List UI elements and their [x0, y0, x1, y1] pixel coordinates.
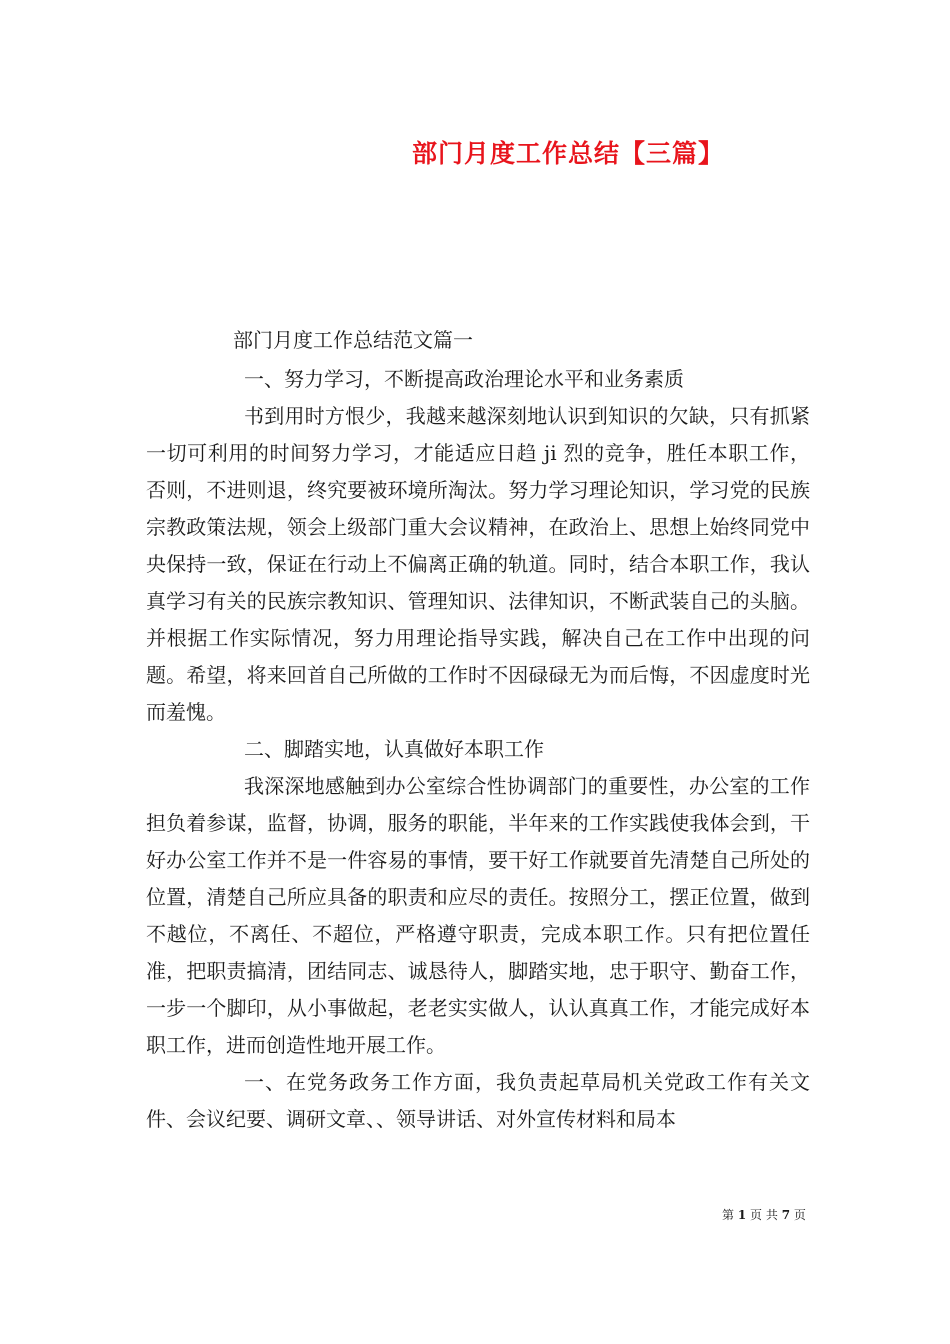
document-body: [146, 361, 810, 1138]
section-heading-2: 二、脚踏实地，认真做好本职工作: [244, 737, 544, 761]
section-paragraph-2: 我深深地感触到办公室综合性协调部门的重要性，办公室的工作担负着参谋，监督，协调，服务的职能，半年来的工作实践使我体会到，干好办公室工作并不是一件容易的事情，要干好工作就要首先清楚自己所处的位置，清楚自己所应具备的职责和应尽的责任。按照分工，摆正位置，做到不越位，不离任、不超位，严格遵守职责，完成本职工作。只有把位置任准，把职责搞清，团结同志、诚恳待人，脚踏实地，忠于职守、勤奋工作，一步一个脚印，从小事做起，老老实实做人，认认真真工作，才能完成好本职工作，进而创造性地开展工作。: [146, 774, 810, 1057]
footer-prefix: 第: [722, 1208, 735, 1222]
footer-middle: 页 共: [750, 1208, 778, 1222]
section-paragraph-1: 书到用时方恨少，我越来越深刻地认识到知识的欠缺，只有抓紧一切可利用的时间努力学习，才能适应日趋 ji 烈的竞争，胜任本职工作，否则，不进则退，终究要被环境所淘汰。努力学习理论知识，学习党的民族宗教政策法规，领会上级部门重大会议精神，在政治上、思想上始终同党中央保持一致，保证在行动上不偏离正确的轨道。同时，结合本职工作，我认真学习有关的民族宗教知识、管理知识、法律知识，不断武装自己的头脑。并根据工作实际情况，努力用理论指导实践，解决自己在工作中出现的问题。希望，将来回首自己所做的工作时不因碌碌无为而后悔，不因虚度时光而羞愧。: [146, 404, 810, 724]
document-subtitle: 部门月度工作总结范文篇一: [233, 328, 473, 352]
footer-page-number: 1: [737, 1208, 747, 1222]
footer-total-pages: 7: [781, 1208, 791, 1222]
footer-suffix: 页: [793, 1208, 806, 1222]
section-heading-1: 一、努力学习，不断提高政治理论水平和业务素质: [244, 367, 684, 391]
page-footer: [722, 1206, 806, 1223]
document-title: 部门月度工作总结【三篇】: [412, 139, 725, 168]
section-paragraph-3: 一、在党务政务工作方面，我负责起草局机关党政工作有关文件、会议纪要、调研文章、、领导讲话、对外宣传材料和局本: [146, 1070, 810, 1131]
